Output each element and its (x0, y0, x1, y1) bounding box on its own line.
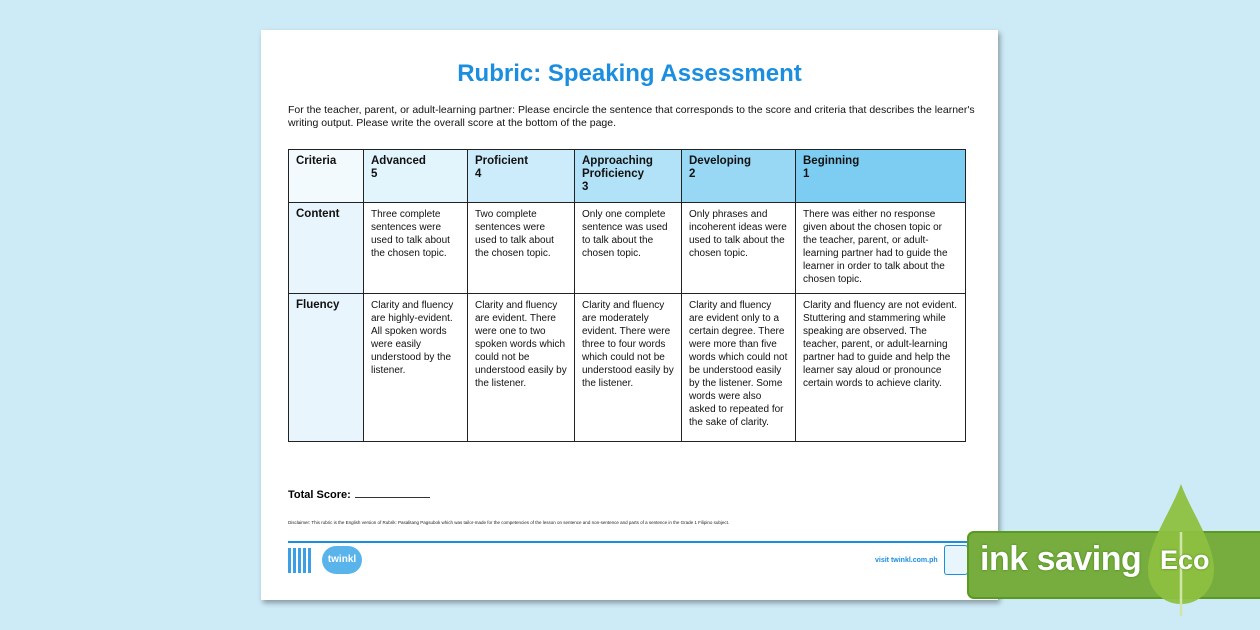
eco-badge: Eco (1160, 545, 1210, 575)
qr-code-icon (288, 548, 313, 573)
header-score: 2 (689, 168, 696, 180)
criteria-cell: Content (289, 203, 364, 294)
header-cell (796, 150, 966, 203)
header-score: 1 (803, 168, 810, 180)
descriptor-cell: Clarity and fluency are evident. There were one to two spoken words which could not be understood easily by the listener. (468, 294, 575, 442)
quality-badge-icon (944, 545, 968, 575)
header-score: 3 (582, 181, 589, 193)
descriptor-cell: Clarity and fluency are not evident. Stuttering and stammering while speaking are observed. The teacher, parent, or adult-learning partner had to guide and help the learner say aloud or pronounce certain words to achieve clarity. (796, 294, 966, 442)
header-score: 5 (371, 168, 378, 180)
header-label: Approaching Proficiency (582, 155, 653, 180)
table-header-row (289, 150, 966, 203)
footer-divider (288, 541, 973, 543)
total-score: Total Score: (288, 487, 430, 501)
header-cell (364, 150, 468, 203)
header-cell (289, 150, 364, 203)
criteria-cell: Fluency (289, 294, 364, 442)
table-row (289, 203, 966, 294)
table-row (289, 294, 966, 442)
descriptor-cell: Only phrases and incoherent ideas were used to talk about the chosen topic. (682, 203, 796, 294)
descriptor-cell: There was either no response given about the chosen topic or the teacher, parent, or adult-learning partner had to guide the learner in order to talk about the chosen topic. (796, 203, 966, 294)
header-label: Criteria (296, 155, 337, 167)
header-cell (468, 150, 575, 203)
header-label: Developing (689, 155, 751, 167)
header-label: Proficient (475, 155, 529, 167)
twinkl-logo: twinkl (322, 546, 362, 574)
visit-link[interactable]: visit twinkl.com.ph (875, 557, 938, 564)
document-page (261, 30, 998, 600)
header-label: Advanced (371, 155, 426, 167)
eco-banner-text: ink saving (980, 540, 1142, 578)
instructions: For the teacher, parent, or adult-learning partner: Please encircle the sentence that corresponds to the score and criteria that describes the learner's writing output. Please write the overall score at the bottom of the page. (288, 104, 975, 129)
header-score: 4 (475, 168, 482, 180)
descriptor-cell: Three complete sentences were used to talk about the chosen topic. (364, 203, 468, 294)
descriptor-cell: Two complete sentences were used to talk about the chosen topic. (468, 203, 575, 294)
descriptor-cell: Clarity and fluency are moderately evident. There were three to four words which could not be understood easily by the listener. (575, 294, 682, 442)
total-score-blank (355, 487, 430, 498)
rubric-table (288, 149, 966, 442)
header-cell (682, 150, 796, 203)
disclaimer: Disclaimer: This rubric is the English version of Rubrik: Pasalitang Pagsubok which was tailor-made for the competencies of the lesson on sentence and non-sentence and parts of a sentence in the Grade 1 Filipino subject. (288, 520, 730, 525)
header-cell (575, 150, 682, 203)
header-label: Beginning (803, 155, 860, 167)
descriptor-cell: Clarity and fluency are highly-evident. All spoken words were easily understood by the listener. (364, 294, 468, 442)
descriptor-cell: Clarity and fluency are evident only to a certain degree. There were more than five words which could not be understood easily by the listener. Some words were also asked to repeated for the sake of clarity. (682, 294, 796, 442)
descriptor-cell: Only one complete sentence was used to talk about the chosen topic. (575, 203, 682, 294)
page-title: Rubric: Speaking Assessment (457, 60, 802, 87)
